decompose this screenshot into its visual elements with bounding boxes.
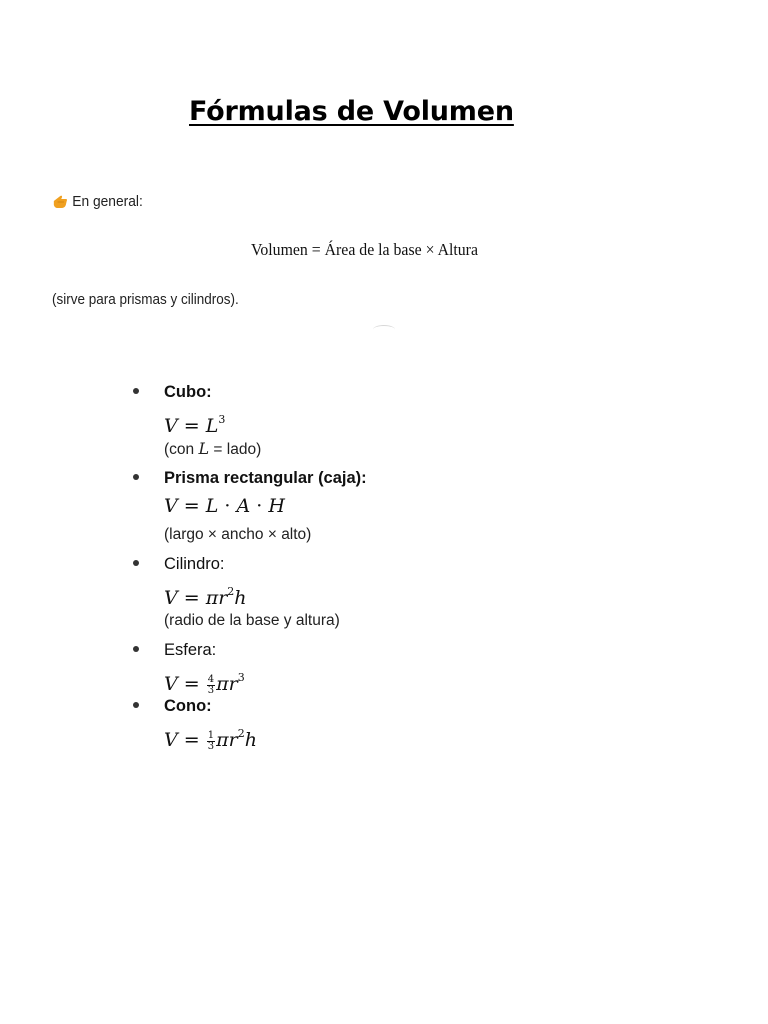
bullet-icon (133, 646, 139, 652)
general-label: En general: (72, 192, 143, 210)
formula-esfera: V = $\frac{4}{3}$ $\pi r^3$ (164, 671, 245, 696)
list-item-prisma (130, 466, 580, 552)
list-item-cilindro (130, 552, 580, 638)
formula-cono: V = $\frac{1}{3}$ $\pi r^2h$ (164, 727, 257, 752)
item-title: Cilindro: (164, 555, 225, 573)
bullet-icon (133, 560, 139, 566)
general-label-row (52, 192, 143, 210)
formula-prisma: V = L · A · H (164, 495, 285, 517)
formula-cilindro: $V = \pi r^2h$ (164, 585, 247, 609)
general-note: (sirve para prismas y cilindros). (52, 291, 239, 308)
item-note: (con L = lado) (164, 439, 262, 458)
item-title: Prisma rectangular (caja): (164, 469, 367, 487)
bullet-icon (133, 702, 139, 708)
item-title: Esfera: (164, 641, 217, 659)
item-note: (radio de la base y altura) (164, 612, 340, 629)
pointing-hand-icon (52, 192, 69, 210)
page-title: Fórmulas de Volumen (189, 96, 514, 127)
item-title: Cubo: (164, 383, 212, 401)
item-note: (largo × ancho × alto) (164, 526, 312, 543)
faint-arc-mark (373, 325, 395, 334)
bullet-icon (133, 388, 139, 394)
bullet-icon (133, 474, 139, 480)
list-item-esfera (130, 638, 580, 694)
item-title: Cono: (164, 697, 212, 715)
general-formula: Volumen = Área de la base × Altura (251, 240, 478, 259)
formula-cubo: $V = L^3$ (164, 413, 226, 437)
formula-list (130, 380, 580, 750)
list-item-cono (130, 694, 580, 750)
list-item-cubo (130, 380, 580, 466)
